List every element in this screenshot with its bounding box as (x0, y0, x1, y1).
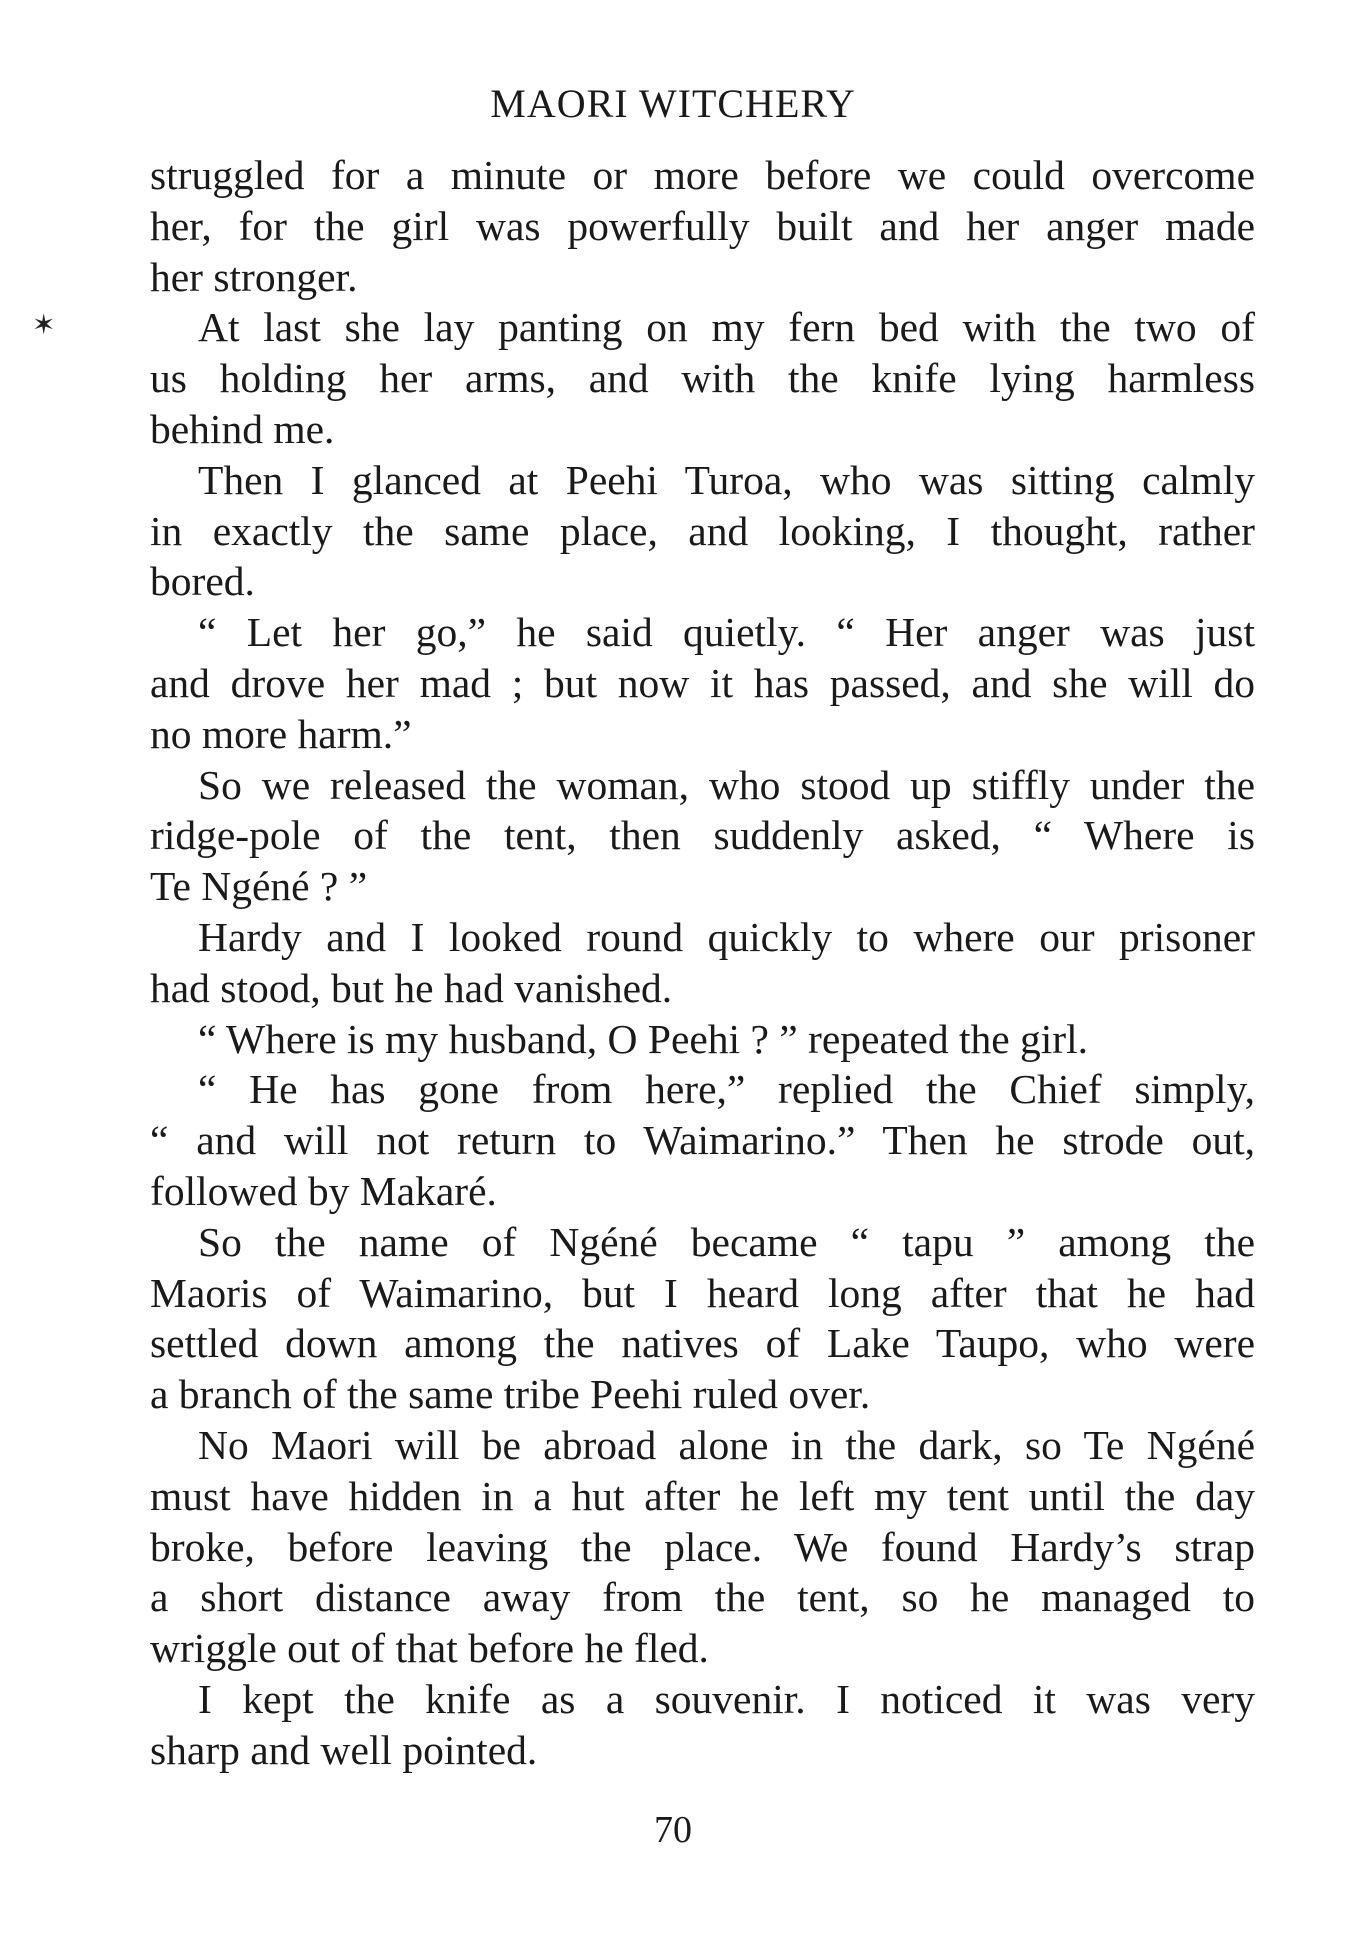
page-number: 70 (654, 1809, 692, 1851)
text-line: had stood, but he had vanished. (150, 964, 673, 1011)
text-line: At last she lay panting on my fern bed with the two of (198, 304, 1255, 351)
ink-blot-mark-icon: ✶ (32, 310, 56, 341)
text-line: us holding her arms, and with the knife lying harmless (150, 355, 1255, 402)
body-text (150, 150, 1255, 1776)
text-line: “ Where is my husband, O Peehi ? ” repeated the girl. (198, 1015, 1089, 1062)
text-line: bored. (150, 558, 255, 605)
text-line: wriggle out of that before he fled. (150, 1625, 709, 1672)
text-line: ridge-pole of the tent, then suddenly asked, “ Where is (150, 812, 1255, 859)
text-line: her stronger. (150, 253, 358, 300)
text-line: broke, before leaving the place. We found Hardy’s strap (150, 1523, 1255, 1570)
text-line: her, for the girl was powerfully built and her anger made (150, 202, 1255, 249)
text-line: So the name of Ngéné became “ tapu ” among the (198, 1218, 1255, 1265)
text-line: Then I glanced at Peehi Turoa, who was sitting calmly (198, 456, 1255, 503)
text-line: and drove her mad ; but now it has passed, and she will do (150, 659, 1255, 706)
text-line: “ and will not return to Waimarino.” Then he strode out, (150, 1117, 1255, 1164)
text-line: behind me. (150, 405, 335, 452)
text-line: Maoris of Waimarino, but I heard long after that he had (150, 1269, 1255, 1316)
text-line: in exactly the same place, and looking, I thought, rather (150, 507, 1255, 554)
text-line: Te Ngéné ? ” (150, 863, 368, 910)
running-head: MAORI WITCHERY (490, 81, 856, 126)
text-line: No Maori will be abroad alone in the dark, so Te Ngéné (198, 1421, 1255, 1468)
text-line: “ Let her go,” he said quietly. “ Her anger was just (198, 609, 1255, 656)
text-line: struggled for a minute or more before we could overcome (150, 152, 1255, 198)
text-line: I kept the knife as a souvenir. I noticed it was very (198, 1675, 1255, 1722)
text-line: followed by Makaré. (150, 1167, 497, 1214)
text-line: sharp and well pointed. (150, 1726, 538, 1773)
text-line: a branch of the same tribe Peehi ruled over. (150, 1371, 871, 1418)
text-line: a short distance away from the tent, so he managed to (150, 1574, 1255, 1621)
text-line: “ He has gone from here,” replied the Chief simply, (198, 1066, 1255, 1113)
text-line: settled down among the natives of Lake Taupo, who were (150, 1320, 1255, 1367)
text-line: Hardy and I looked round quickly to where our prisoner (198, 913, 1255, 960)
text-line: must have hidden in a hut after he left my tent until the day (150, 1472, 1255, 1519)
text-line: So we released the woman, who stood up stiffly under the (198, 761, 1255, 808)
text-line: no more harm.” (150, 710, 412, 757)
